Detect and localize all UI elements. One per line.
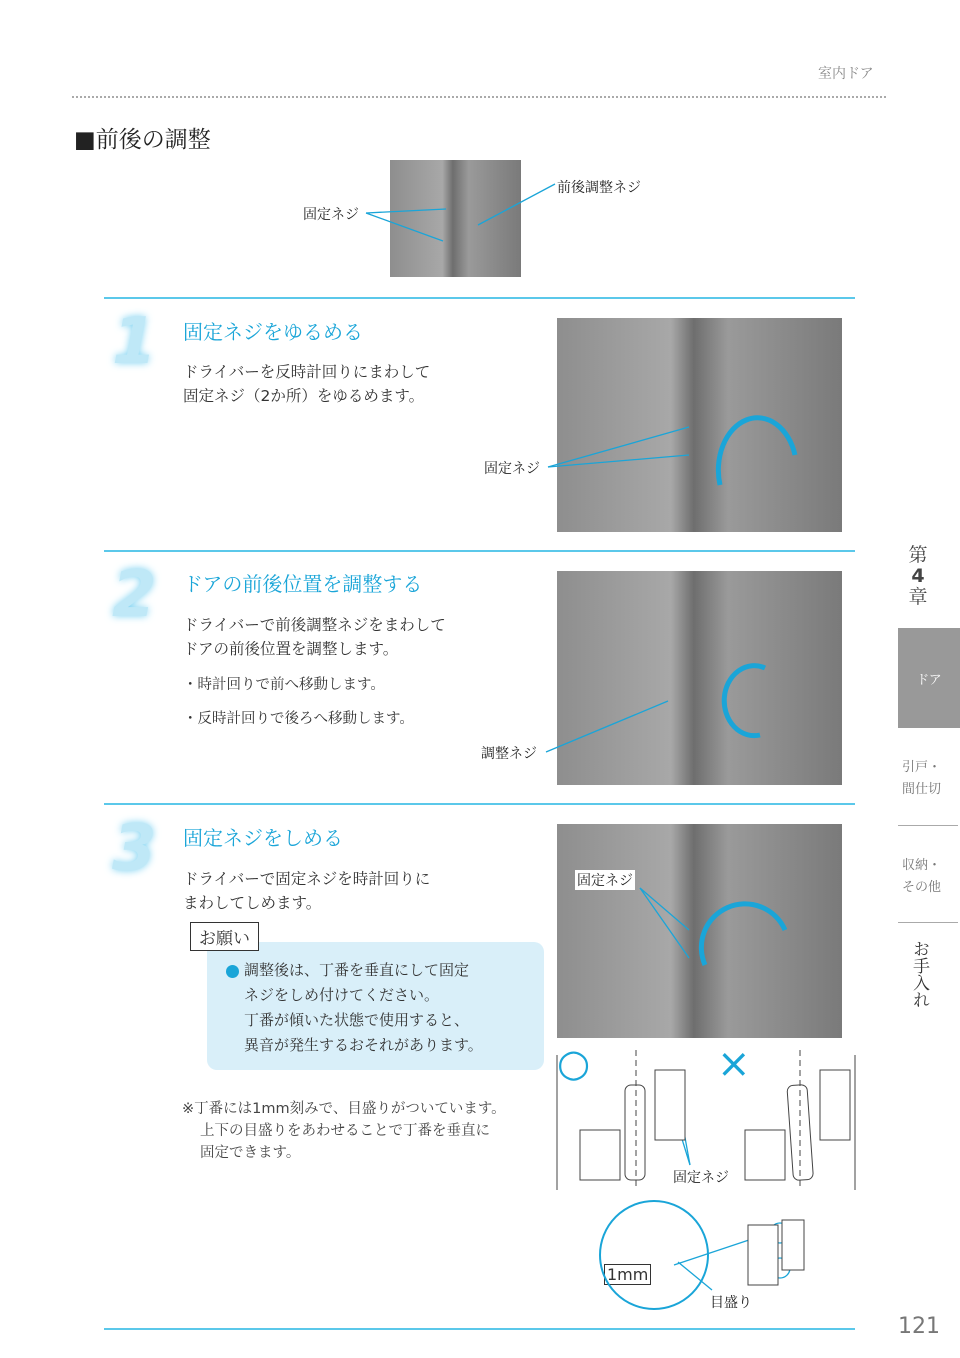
step-divider xyxy=(104,803,855,805)
step-2-photo xyxy=(557,571,842,785)
step-2-title: ドアの前後位置を調整する xyxy=(183,572,423,596)
chapter-char: 章 xyxy=(908,586,928,608)
diagram-label-screw: 固定ネジ xyxy=(673,1167,729,1187)
diagram-label-mm: 1mm xyxy=(604,1264,651,1285)
step-1-line: ドライバーを反時計回りにまわして xyxy=(183,363,431,381)
step-2-line: ドライバーで前後調整ネジをまわして xyxy=(183,616,446,634)
sidebar-divider xyxy=(898,922,958,923)
step-1-number: 1 xyxy=(112,305,157,379)
step-1-text xyxy=(183,360,430,408)
ng-mark: × xyxy=(717,1041,751,1087)
step-2-number: 2 xyxy=(112,558,157,632)
step-3-line: まわしてしめます。 xyxy=(183,894,322,912)
step-3-photo xyxy=(557,824,842,1038)
step-1-line: 固定ネジ（2か所）をゆるめます。 xyxy=(183,387,425,405)
bullet-dot-icon xyxy=(226,965,239,978)
diagram-label-scale: 目盛り xyxy=(710,1295,752,1311)
remark-line: 上下の目盛りをあわせることで丁番を垂直に xyxy=(200,1123,490,1139)
step-1-photo xyxy=(557,318,842,532)
chapter-char: 第 xyxy=(908,544,928,566)
step-divider xyxy=(104,297,855,299)
notice-line: 調整後は、丁番を垂直にして固定 xyxy=(244,961,470,979)
notice-line: 丁番が傾いた状態で使用すると、 xyxy=(244,1011,470,1029)
step-2-photo-label: 調整ネジ xyxy=(481,746,537,762)
header-category: 室内ドア xyxy=(818,66,874,82)
sidebar-tab-sliding[interactable]: 引戸・ 間仕切 xyxy=(902,760,942,797)
ok-mark: ○ xyxy=(557,1041,591,1085)
notice-line: 異音が発生するおそれがあります。 xyxy=(244,1036,483,1054)
top-hinge-photo xyxy=(390,160,521,277)
bottom-divider xyxy=(104,1328,855,1330)
step-1-photo-label: 固定ネジ xyxy=(484,461,540,477)
sidebar-tab-care[interactable]: お手入れ xyxy=(909,940,929,1008)
step-3-photo-label: 固定ネジ xyxy=(575,870,635,890)
header-divider xyxy=(72,96,886,99)
chapter-label xyxy=(905,545,931,608)
notice-heading: お願い xyxy=(190,922,259,951)
sidebar-tab-label: ドア xyxy=(916,672,942,688)
step-3-line: ドライバーで固定ネジを時計回りに xyxy=(183,870,431,888)
sidebar-tab-storage[interactable]: 収納・ その他 xyxy=(902,858,942,895)
remark-line: ※丁番には1mm刻みで、目盛りがついています。 xyxy=(182,1101,506,1117)
step-divider xyxy=(104,550,855,552)
page-number: 121 xyxy=(898,1314,940,1339)
step-2-bullet: ・反時計回りで後ろへ移動します。 xyxy=(183,711,414,727)
chapter-number: 4 xyxy=(911,565,925,587)
notice-line: ネジをしめ付けてください。 xyxy=(244,986,440,1004)
step-1-title: 固定ネジをゆるめる xyxy=(183,320,363,344)
top-label-fixing-screw: 固定ネジ xyxy=(303,207,359,223)
remark xyxy=(182,1098,506,1164)
sidebar-divider xyxy=(898,825,958,826)
step-3-title: 固定ネジをしめる xyxy=(183,826,343,850)
page-title: ■前後の調整 xyxy=(74,127,211,153)
step-2-text xyxy=(183,613,446,731)
step-2-bullet: ・時計回りで前へ移動します。 xyxy=(183,677,385,693)
top-label-adjust-screw: 前後調整ネジ xyxy=(557,180,641,196)
notice-text xyxy=(244,958,483,1058)
remark-line: 固定できます。 xyxy=(200,1145,301,1161)
step-2-line: ドアの前後位置を調整します。 xyxy=(183,640,399,658)
sidebar-tab-door[interactable] xyxy=(898,628,960,728)
step-3-text xyxy=(183,867,430,915)
step-3-number: 3 xyxy=(112,812,157,886)
